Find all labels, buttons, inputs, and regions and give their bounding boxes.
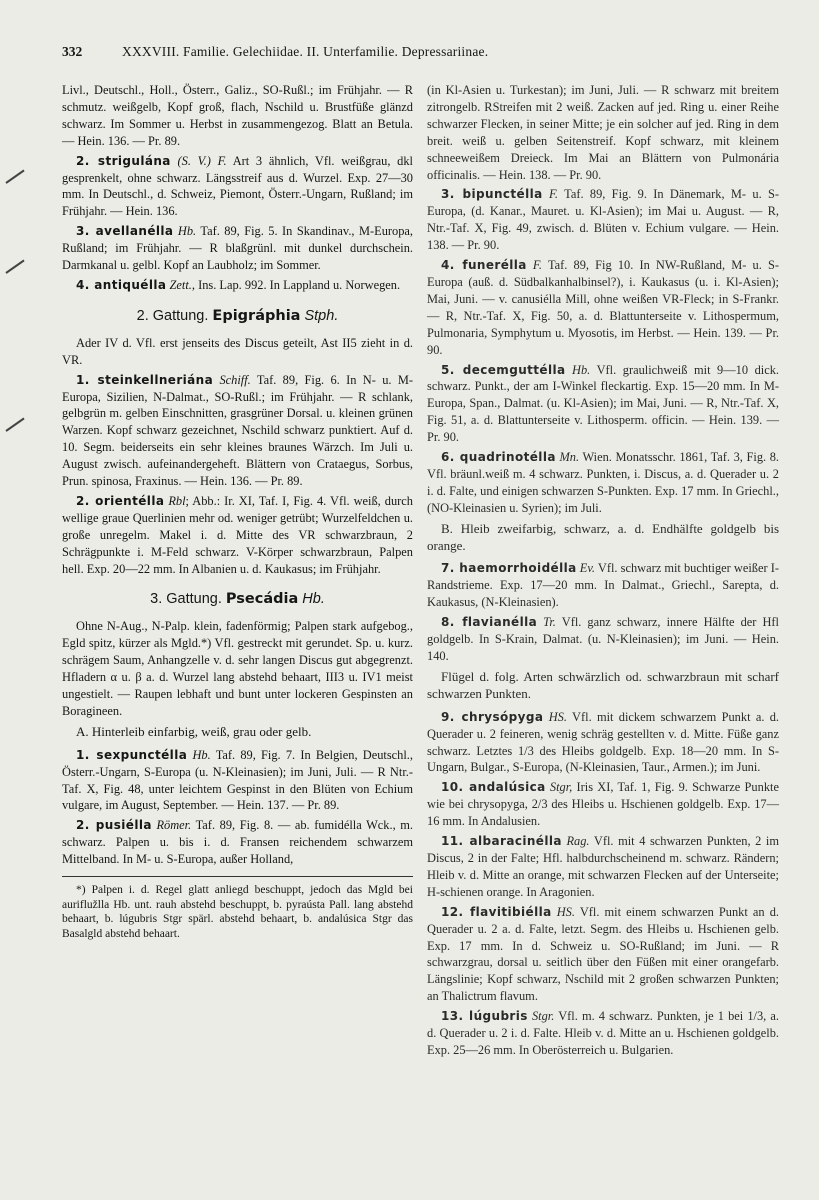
species-name: 3. avellanélla bbox=[76, 224, 174, 239]
species-name: 2. orientélla bbox=[76, 493, 165, 508]
species-name: 5. decemguttélla bbox=[441, 362, 566, 377]
species-entry bbox=[62, 817, 413, 868]
right-column bbox=[427, 82, 779, 1059]
species-name: 10. andalúsica bbox=[441, 780, 546, 795]
continued-paragraph: (in Kl-Asien u. Turkestan); im Juni, Juli. — R schwarz mit breitem zitrongelb. RStreifen mit 2 weiß. Zacken auf jed. Ring u. einer Reihe schwarzer Flecken, in seiner Mitte; je ein solcher auf jed. Ring in dem breit. weiß u. gelben Seitenstreif. Kopf schwarz, mit kleinem schneeweißem Dreieck. Im Mai an Blättern von Pulmonária officinalis. — Hein. 138. — Pr. 90. bbox=[427, 83, 779, 182]
species-entry bbox=[62, 493, 413, 578]
species-text: Vfl. mit 4 schwarzen Punkten, 2 im Discus, 2 in der Falte; Hfl. halbdurchscheinend m. schwarz. Rändern; Hleib v. d. Mitte an orange, mit schwarzen Flecken auf der Unterseite; H-schienen orange. In Aragonien. bbox=[427, 834, 779, 899]
species-name: 1. steinkellneriána bbox=[76, 372, 214, 387]
genus-name: Epigráphia bbox=[212, 307, 301, 324]
species-name: 3. bipunctélla bbox=[441, 187, 543, 202]
pencil-check-mark bbox=[5, 170, 24, 184]
genus-heading bbox=[62, 591, 413, 608]
running-title: XXXVIII. Familie. Gelechiidae. II. Unterfamilie. Depressariinae. bbox=[122, 44, 489, 59]
species-text: Taf. 89, Fig. 8. — ab. fumidélla Wck., m. schwarz. Palpen u. bis i. d. Fransen reichendem schwarzem Mittelband. In M- u. S-Europa, außer Holland, bbox=[62, 818, 413, 867]
species-author: Hb. bbox=[572, 362, 591, 377]
species-author: Stgr, bbox=[549, 780, 573, 795]
group-note: Flügel d. folg. Arten schwärzlich od. schwarzbraun mit scharf schwarzen Punkten. bbox=[427, 668, 779, 701]
species-text: Vfl. schwarz mit buchtiger weißer I-Randstrieme. Exp. 17—20 mm. In Dalmat., Griechl., Sarepta, d. Kaukasus, (N-Kleinasien). bbox=[427, 561, 779, 610]
genus-description: Ohne N-Aug., N-Palp. klein, fadenförmig; Palpen stark aufgebog., Egld spitz, kürzer als Mgld.*) Vfl. gestreckt mit gerundet. Sp. u. kurz. schrägem Saum, Anhangzelle v. d. sehr langen Discus gut abgegrenzt. Hfladern α u. β a. d. Wurzel lang abstehd behaart, III3 u. IV1 meist ungestielt. — Raupen lebhaft und bunt unter lockeren Gespinsten an Boragineen. bbox=[62, 619, 413, 718]
species-entry bbox=[427, 362, 779, 447]
left-column bbox=[62, 82, 413, 1059]
species-author: F. bbox=[548, 187, 559, 202]
species-entry bbox=[427, 1008, 779, 1059]
species-name: 8. flavianélla bbox=[441, 615, 538, 630]
text-columns bbox=[62, 82, 779, 1059]
species-text: Wien. Monatsschr. 1861, Taf. 3, Fig. 8. Vfl. bräunl.weiß m. 4 schwarz. Punkten, i. Discus, a. d. Querader u. 2 i. d. Falte, und einigen schwarzen S-Punkten. Exp. 17 mm. In Griechl., (NO-Kleinasien u. Syrien); im Juli. bbox=[427, 450, 780, 515]
species-name: 6. quadrinotélla bbox=[441, 450, 556, 465]
species-author: Schiff. bbox=[219, 372, 251, 387]
species-entry bbox=[427, 449, 779, 517]
species-text: Vfl. graulichweiß mit 9—10 dick. schwarz. Punkt., der am I-Winkel fleckartig. Exp. 15—20 mm. In M-Europa, Span., Dalmat. (u. Kl-Asien); im Mai, Juni. — R, Ntr.-Taf. X, Fig. 51, a. d. Blattunterseite v. Lithosperm. officin. — Hein. 139. — Pr. 90. bbox=[427, 362, 779, 445]
species-author: Stgr. bbox=[531, 1009, 555, 1024]
running-header bbox=[62, 44, 779, 68]
species-entry bbox=[427, 833, 779, 901]
species-name: 11. albaracinélla bbox=[441, 834, 562, 849]
species-author: Mn. bbox=[559, 450, 580, 465]
species-author: (S. V.) F. bbox=[177, 153, 227, 168]
species-entry bbox=[62, 223, 413, 274]
species-author: Zett., bbox=[169, 277, 195, 292]
species-name: 9. chrysópyga bbox=[441, 709, 544, 724]
species-text: Vfl. ganz schwarz, innere Hälfte der Hfl goldgelb. In S-Krain, Dalmat. (u. N-Kleinasien); im Juni. — Hein. 140. bbox=[427, 615, 779, 663]
species-name: 2. pusiélla bbox=[76, 818, 152, 833]
species-name: 12. flavitibiélla bbox=[441, 904, 552, 919]
species-text: Vfl. mit einem schwarzen Punkt an d. Querader u. 2 a. d. Falte, letzt. Segm. des Hleibs u. Hschienen gelb. Exp. 17 mm. In d. Schweiz u. SO-Rußland; im Juni. — R schwarzgrau, dorsal u. seitlich über den Füßen mit einer orangefarb. Längslinie; Kopf schwarz, Nschild mit 2 großen schwarzen Punkten; an Thalictrum flavum. bbox=[427, 904, 779, 1004]
species-author: Ev. bbox=[579, 561, 595, 576]
species-entry bbox=[427, 709, 779, 777]
species-text: Taf. 89, Fig. 9. In Dänemark, M- u. S-Europa, (d. Kanar., Mauret. u. Kl-Asien); im Mai u. August. — R, Ntr.-Taf. X, Fig. 49, zwisch. d. Blüten v. Echium vulgare. — Hein. 138. — Pr. 90. bbox=[427, 187, 779, 253]
species-author: Hb. bbox=[192, 747, 211, 762]
subgroup-heading: B. Hleib zweifarbig, schwarz, a. d. Endhälfte goldgelb bis orange. bbox=[427, 520, 779, 553]
genus-author: Stph. bbox=[304, 307, 339, 324]
genus-description: Ader IV d. Vfl. erst jenseits des Discus geteilt, Ast II5 zieht in d. VR. bbox=[62, 335, 413, 367]
species-text: Vfl. mit dickem schwarzem Punkt a. d. Querader u. 2 feineren, wenig schräg gestellten v. d. Mitte. Füße ganz schwarz. Letztes 1/3 des Hleibs goldgelb. Exp. 18—20 mm. In S-Ungarn, Bulgar., S-Europa, (N-Kleinasien, Taur., Armen.); im Juni. bbox=[427, 709, 780, 775]
species-author: Rbl bbox=[168, 493, 186, 508]
species-author: Tr. bbox=[543, 615, 556, 630]
species-name: 4. funerélla bbox=[441, 258, 527, 273]
species-entry bbox=[427, 779, 779, 830]
genus-number: 2. Gattung. bbox=[136, 307, 209, 324]
species-entry bbox=[427, 614, 779, 665]
species-name: 4. antiquélla bbox=[76, 277, 167, 292]
species-text: Taf. 89, Fig. 5. In Skandinav., M-Europa, Rußland; im Frühjahr. — R blaßgrünl. mit dunkel durchschein. Darmkanal u. gelbl. Kopf an Laubholz; im Sommer. bbox=[62, 224, 413, 273]
species-text: Taf. 89, Fig. 7. In Belgien, Deutschl., Österr.-Ungarn, S-Europa (u. N-Kleinasien); im Juni, Juli. — R Ntr.-Taf. X, Fig. 48, unter leichtem Gespinst in den Blüten von Echium vulgare, im August, September. — Hein. 137. — Pr. 89. bbox=[62, 747, 413, 813]
species-entry bbox=[62, 153, 413, 221]
species-author: Rag. bbox=[566, 834, 590, 849]
species-text: Art 3 ähnlich, Vfl. weißgrau, dkl gesprenkelt, ohne schwarz. Längsstreif aus d. Wurzel. Exp. 27—30 mm. In Deutschl., d. Schweiz, Piemont, Österr.-Ungarn, Rußland; im Frühjahr. — Hein. 136. bbox=[62, 153, 413, 219]
species-text: Taf. 89, Fig 10. In NW-Rußland, M- u. S-Europa (auß. d. Südbalkanhalbinsel?), i. Kaukasus (u. i. Kl-Asien); Mai, Juni. — v. canusiélla Mill, ohne weißen VR-Fleck; in S-Frankr. — R, Ntr.-Taf. X, Fig. 50, a. d. Blattunterseite v. Lithospermum, Pulmonaria, Symphytum u. Myosotis, im Herbst. — Hein. 139. — Pr. 90. bbox=[427, 258, 779, 357]
species-name: 2. strigulána bbox=[76, 153, 171, 168]
species-entry bbox=[427, 186, 779, 254]
species-entry bbox=[62, 372, 413, 490]
page-number: 332 bbox=[62, 44, 83, 59]
species-author: HS. bbox=[556, 904, 575, 919]
species-name: 1. sexpunctélla bbox=[76, 747, 188, 762]
species-author: Römer. bbox=[156, 818, 192, 833]
pencil-check-mark bbox=[5, 418, 24, 432]
species-author: F. bbox=[532, 258, 542, 273]
pencil-check-mark bbox=[5, 260, 24, 274]
species-text: Taf. 89, Fig. 6. In N- u. M-Europa, Sizilien, N-Dalmat., SO-Rußl.; im Frühjahr. — R schlank, gelbgrün m. gelben Einschnitten, grasgrüner Dorsal. u. kleinen grünen Warzen. Kopf schwarz gezeichnet, Nschild schwarz punktiert. Auf d. 10. Segm. beiderseits ein sehr kleines braunes Wärzch. Im Juli u. August zwisch. aufeinandergeheft. Blättern von Crataegus, Sorbus, Prun. spinosa, Fraxinus. — Hein. 136. — Pr. 89. bbox=[62, 372, 413, 489]
species-name: 7. haemorrhoidélla bbox=[441, 561, 577, 576]
species-entry bbox=[427, 257, 779, 358]
genus-name: Psecádia bbox=[225, 591, 299, 608]
genus-author: Hb. bbox=[302, 591, 325, 608]
subgroup-heading: A. Hinterleib einfarbig, weiß, grau oder gelb. bbox=[76, 723, 312, 739]
species-author: Hb. bbox=[177, 224, 197, 239]
species-text: Vfl. m. 4 schwarz. Punkten, je 1 bei 1/3, a. d. Querader u. 2 i. d. Falte. Hleib v. d. Mitte an u. Hschienen goldgelb. Exp. 25—26 mm. In Oberösterreich u. Bulgarien. bbox=[427, 1009, 779, 1057]
genus-heading bbox=[62, 308, 413, 325]
species-entry bbox=[427, 560, 779, 611]
species-text: ; Abb.: Ir. XI, Taf. I, Fig. 4. Vfl. weiß, durch wellige graue Querlinien mehr od. weniger getrübt; Wurzelfeldchen u. große unregelm. Makel i. d. Mitte des VR schwarzbraun, 2 Schrägpunkte i. M-Feld schwarz. V-Körper schwarzbraun, Palpen hell. Exp. 20—22 mm. In Albanien u. d. Kaukasus; im Frühjahr. bbox=[62, 493, 413, 576]
continued-paragraph: Livl., Deutschl., Holl., Österr., Galiz., SO-Rußl.; im Frühjahr. — R schmutz. weißgelb, Kopf groß, flach, Nschild u. Brustfüße glänzd schwarz. Im Sommer u. Herbst in zusammengezog. Blatt an Betula. — Hein. 136. — Pr. 89. bbox=[62, 83, 413, 148]
species-entry bbox=[62, 747, 413, 815]
species-entry bbox=[62, 277, 413, 294]
species-name: 13. lúgubris bbox=[441, 1009, 528, 1024]
footnote: *) Palpen i. d. Regel glatt anliegd beschuppt, jedoch das Mgld bei auriflužlla Hb. unt. rauh abstehd beschuppt, b. pyraústa Pall. lang abstehd behaart, b. lúgubris Stgr spärl. abstehd behaart, b. andalúsica Stgr das Basalgld abstehd behaart. bbox=[62, 876, 413, 941]
species-entry bbox=[427, 904, 779, 1005]
species-author: HS. bbox=[548, 709, 567, 724]
genus-number: 3. Gattung. bbox=[150, 591, 222, 608]
species-text: Ins. Lap. 992. In Lappland u. Norwegen. bbox=[198, 277, 401, 292]
species-text: Iris XI, Taf. 1, Fig. 9. Schwarze Punkte wie bei chrysopyga, 2/3 des Hleibs u. Hschienen goldgelb. Exp. 17—16 mm. In Andalusien. bbox=[427, 780, 779, 829]
